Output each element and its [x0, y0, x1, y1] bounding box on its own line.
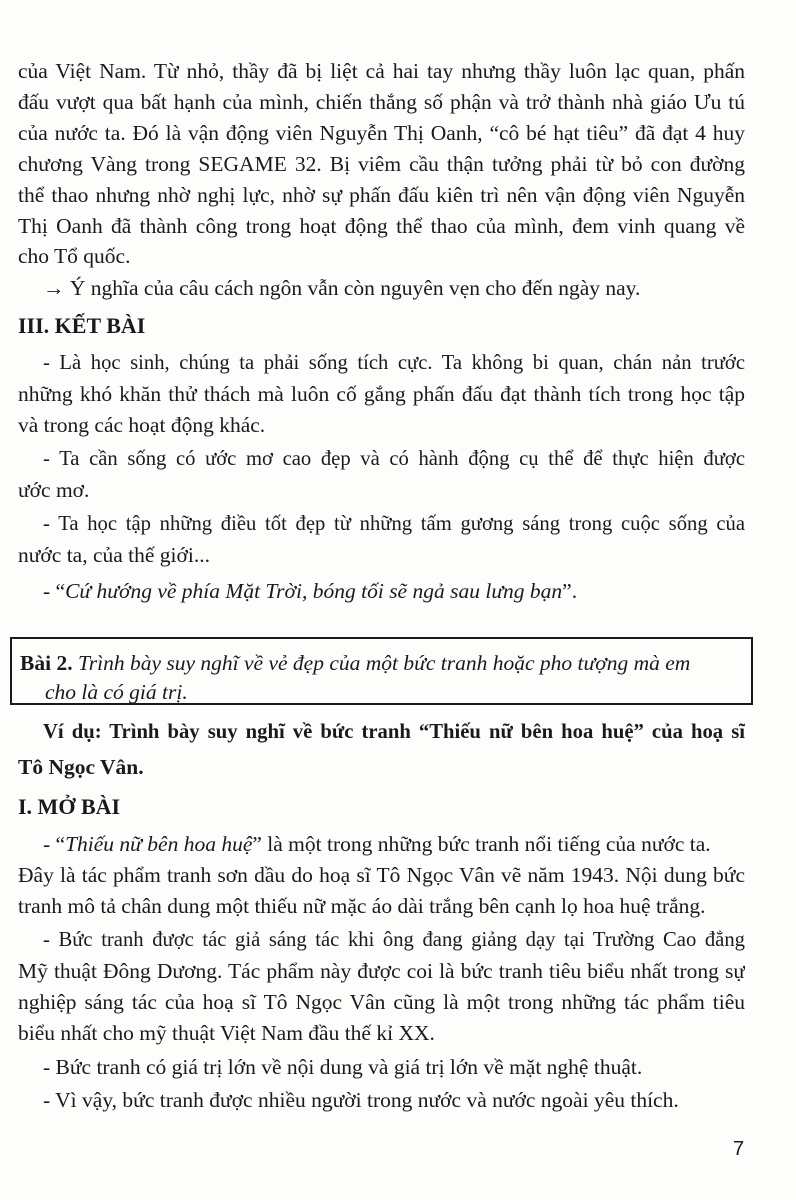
ket-bai-para2-line: - Ta cần sống có ước mơ cao đẹp và có hành động cụ thể để thực hiện được — [43, 448, 745, 470]
ket-bai-para3-line: nước ta, của thế giới... — [18, 543, 210, 567]
body-line: chương Vàng trong SEGAME 32. Bị viêm cầu thận tưởng phải từ bỏ con đường — [18, 152, 745, 176]
ket-bai-para1-line: những khó khăn thử thách mà luôn cố gắng phấn đấu đạt thành tích trong học tập — [18, 382, 745, 406]
body-line: của Việt Nam. Từ nhỏ, thầy đã bị liệt cả hai tay nhưng thầy luôn lạc quan, phấn — [18, 59, 745, 83]
mo-bai-para4-line: - Vì vậy, bức tranh được nhiều người trong nước và nước ngoài yêu thích. — [43, 1088, 679, 1112]
mo-bai-para2-line: biểu nhất cho mỹ thuật Việt Nam đầu thế kỉ XX. — [18, 1021, 435, 1045]
example-title-line: Ví dụ: Trình bày suy nghĩ về bức tranh “Thiếu nữ bên hoa huệ” của hoạ sĩ — [43, 721, 745, 743]
mo-bai-para1-line: tranh mô tả chân dung một thiếu nữ mặc áo dài trắng bên cạnh lọ hoa huệ trắng. — [18, 894, 706, 918]
section-heading-ket-bai: III. KẾT BÀI — [18, 313, 146, 338]
exercise-prompt: Trình bày suy nghĩ về vẻ đẹp của một bức tranh hoặc pho tượng mà em — [77, 651, 691, 675]
quote-text: Cứ hướng về phía Mặt Trời, bóng tối sẽ ngả sau lưng bạn — [65, 579, 563, 603]
exercise-box — [10, 637, 753, 705]
quote-prefix: - “ — [43, 579, 66, 603]
painting-title: Thiếu nữ bên hoa huệ — [65, 832, 253, 856]
ket-bai-para1-line: - Là học sinh, chúng ta phải sống tích cực. Ta không bi quan, chán nản trước — [43, 352, 745, 374]
body-line: đấu vượt qua bất hạnh của mình, chiến thắng số phận và trở thành nhà giáo Ưu tú — [18, 90, 745, 114]
mo-bai-para2-line: - Bức tranh được tác giả sáng tác khi ông đang giảng dạy tại Trường Cao đẳng — [43, 929, 745, 951]
body-line: Thị Oanh đã thành công trong hoạt động thể thao của mình, đem vinh quang về — [18, 214, 745, 238]
example-title-line: Tô Ngọc Vân. — [18, 755, 144, 779]
page-number: 7 — [733, 1138, 745, 1160]
mo-bai-para2-line: Mỹ thuật Đông Dương. Tác phẩm này được coi là bức tranh tiêu biểu nhất trong sự — [18, 959, 745, 983]
exercise-prompt-line — [20, 648, 744, 678]
quote-suffix: ”. — [562, 579, 578, 603]
ket-bai-quote-line — [18, 576, 745, 606]
ket-bai-para2-line: ước mơ. — [18, 478, 90, 502]
ket-bai-para1-line: và trong các hoạt động khác. — [18, 413, 266, 437]
exercise-prompt-line: cho là có giá trị. — [45, 680, 188, 704]
body-line: cho Tổ quốc. — [18, 244, 131, 268]
body-line: thể thao nhưng nhờ nghị lực, nhờ sự phấn đấu kiên trì nên vận động viên Nguyễn — [18, 183, 745, 207]
mo-bai-para1-line: Đây là tác phẩm tranh sơn dầu do hoạ sĩ Tô Ngọc Vân vẽ năm 1943. Nội dung bức — [18, 863, 745, 887]
mo-bai-para3-line: - Bức tranh có giá trị lớn về nội dung và giá trị lớn về mặt nghệ thuật. — [43, 1055, 643, 1079]
body-line: của nước ta. Đó là vận động viên Nguyễn Thị Oanh, “cô bé hạt tiêu” đã đạt 4 huy — [18, 121, 745, 145]
mo-bai-para1-line: - “Thiếu nữ bên hoa huệ” là một trong những bức tranh nổi tiếng của nước ta. — [43, 832, 711, 856]
exercise-label: Bài 2. — [20, 651, 73, 675]
section-heading-mo-bai: I. MỞ BÀI — [18, 794, 121, 819]
mo-bai-para2-line: nghiệp sáng tác của hoạ sĩ Tô Ngọc Vân cũng là một trong những tác phẩm tiêu — [18, 990, 745, 1014]
ket-bai-para3-line: - Ta học tập những điều tốt đẹp từ những tấm gương sáng trong cuộc sống của — [43, 513, 745, 535]
conclusion-arrow-line: → Ý nghĩa của câu cách ngôn vẫn còn nguyên vẹn cho đến ngày nay. — [43, 276, 641, 300]
